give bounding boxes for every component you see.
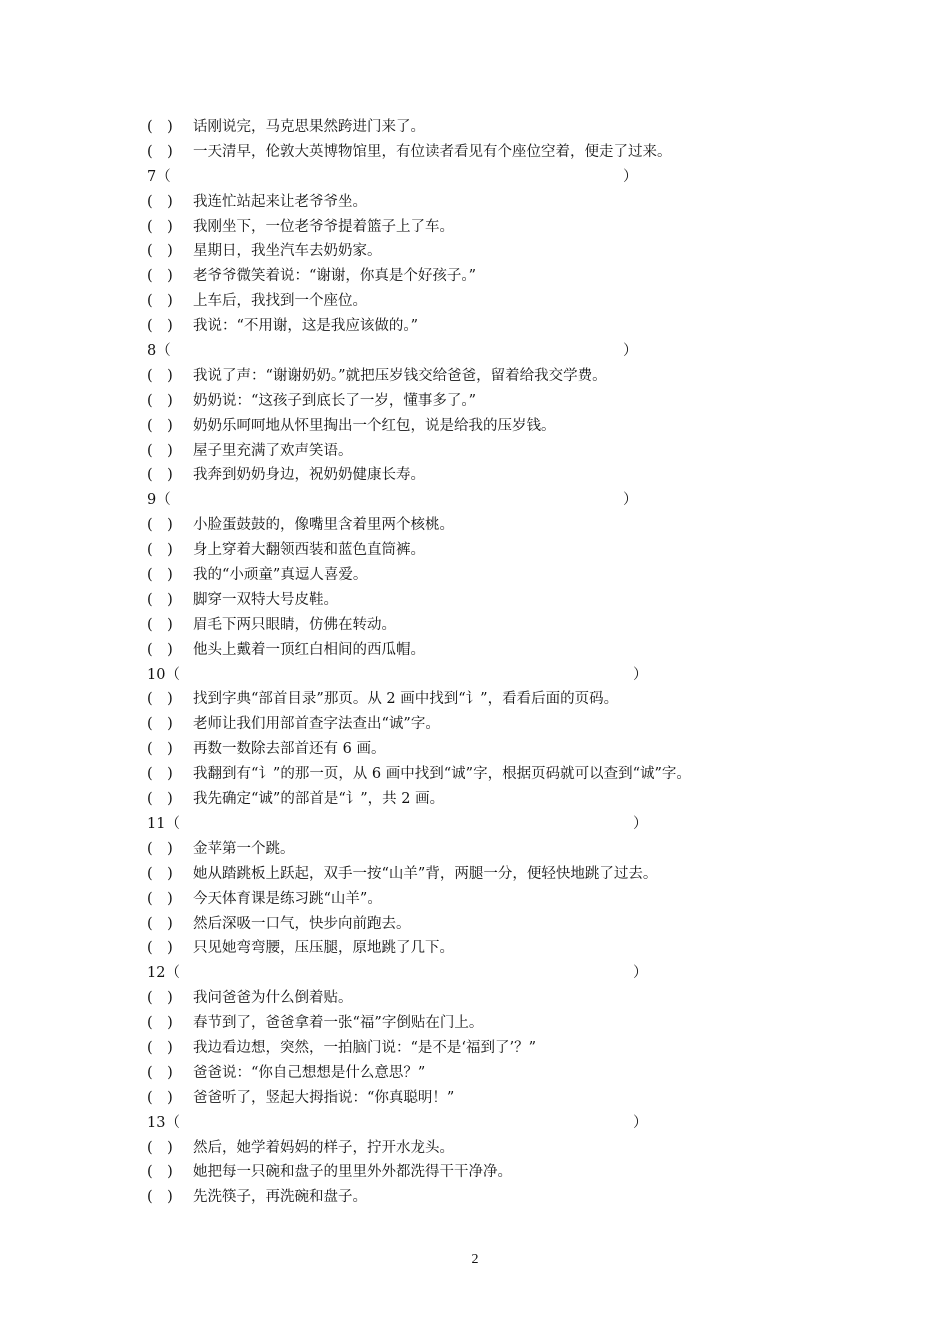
answer-blank[interactable]: ( ) [147, 865, 173, 882]
sentence-item [147, 1136, 847, 1161]
sentence-text: 老师让我们用部首查字法查出“诚”字。 [193, 716, 440, 733]
sentence-text: 我说了声：“谢谢奶奶。”就把压岁钱交给爸爸，留着给我交学费。 [193, 367, 607, 384]
answer-blank[interactable]: ( ) [147, 1189, 173, 1206]
question-header [147, 663, 847, 688]
sentence-text: 话刚说完，马克思果然跨进门来了。 [193, 119, 425, 135]
answer-blank[interactable]: ( ) [147, 143, 173, 160]
sentence-item [147, 289, 847, 314]
question-number: 10（ [147, 666, 180, 683]
answer-blank[interactable]: ( ) [147, 193, 173, 210]
answer-blank[interactable]: ( ) [147, 417, 173, 434]
question-header [147, 812, 847, 837]
sentence-text: 奶奶说：“这孩子到底长了一岁，懂事多了。” [193, 392, 477, 409]
question-number: 13（ [147, 1114, 180, 1131]
sentence-text: 今天体育课是练习跳“山羊”。 [193, 890, 382, 907]
sentence-text: 爸爸听了，竖起大拇指说：“你真聪明！” [193, 1089, 455, 1106]
answer-blank[interactable]: ( ) [147, 716, 173, 733]
sentence-item [147, 737, 847, 762]
sentence-text: 星期日，我坐汽车去奶奶家。 [193, 243, 382, 260]
question-header [147, 488, 847, 513]
sentence-text: 她从踏跳板上跃起，双手一按“山羊”背，两腿一分，便轻快地跳了过去。 [193, 865, 658, 882]
answer-blank[interactable]: ( ) [147, 791, 173, 808]
sentence-text: 眉毛下两只眼睛，仿佛在转动。 [193, 616, 396, 633]
sentence-item [147, 264, 847, 289]
answer-blank[interactable]: ( ) [147, 367, 173, 384]
sentence-item [147, 1185, 847, 1210]
question-header [147, 165, 847, 190]
sentence-text: 爸爸说：“你自己想想是什么意思？” [193, 1064, 426, 1081]
answer-blank[interactable]: ( ) [147, 890, 173, 907]
question-number: 11（ [147, 815, 180, 832]
sentence-text: 春节到了，爸爸拿着一张“福”字倒贴在门上。 [193, 1015, 484, 1032]
answer-blank[interactable]: ( ) [147, 1015, 173, 1032]
answer-blank[interactable]: ( ) [147, 119, 173, 135]
sentence-text: 我的“小顽童”真逗人喜爱。 [193, 567, 368, 584]
sentence-item [147, 314, 847, 339]
sentence-item [147, 538, 847, 563]
sentence-text: 我奔到奶奶身边，祝奶奶健康长寿。 [193, 467, 425, 484]
question-header [147, 961, 847, 986]
sentence-text: 我问爸爸为什么倒着贴。 [193, 990, 353, 1007]
question-number: 7（ [147, 168, 171, 185]
page-number: 2 [471, 1252, 479, 1267]
sentence-text: 我说：“不用谢，这是我应该做的。” [193, 318, 419, 335]
sentence-text: 一天清早，伦敦大英博物馆里，有位读者看见有个座位空着，便走了过来。 [193, 143, 672, 160]
answer-blank[interactable]: ( ) [147, 1064, 173, 1081]
sentence-text: 我边看边想，突然，一拍脑门说：“是不是‘福到了’？” [193, 1039, 537, 1056]
sentence-text: 再数一数除去部首还有 6 画。 [193, 741, 386, 758]
answer-blank[interactable]: ( ) [147, 218, 173, 235]
sentence-item [147, 364, 847, 389]
sentence-item [147, 389, 847, 414]
sentence-text: 她把每一只碗和盘子的里里外外都洗得干干净净。 [193, 1164, 512, 1181]
sentence-item [147, 140, 847, 165]
answer-blank[interactable]: ( ) [147, 1139, 173, 1156]
sentence-item [147, 463, 847, 488]
sentence-item [147, 1036, 847, 1061]
sentence-item [147, 712, 847, 737]
sentence-item [147, 762, 847, 787]
order-answer-blank[interactable]: ） [633, 965, 648, 982]
question-number: 12（ [147, 965, 180, 982]
order-answer-blank[interactable]: ） [633, 1114, 648, 1131]
answer-blank[interactable]: ( ) [147, 840, 173, 857]
answer-blank[interactable]: ( ) [147, 318, 173, 335]
question-header [147, 339, 847, 364]
question-number: 9（ [147, 492, 171, 509]
answer-blank[interactable]: ( ) [147, 1089, 173, 1106]
sentence-text: 小脸蛋鼓鼓的，像嘴里含着里两个核桃。 [193, 517, 454, 534]
sentence-text: 然后，她学着妈妈的样子，拧开水龙头。 [193, 1139, 454, 1156]
sentence-item [147, 1086, 847, 1111]
sentence-item [147, 1160, 847, 1185]
sentence-text: 上车后，我找到一个座位。 [193, 293, 367, 310]
answer-blank[interactable]: ( ) [147, 268, 173, 285]
question-number: 8（ [147, 343, 171, 360]
answer-blank[interactable]: ( ) [147, 293, 173, 310]
order-answer-blank[interactable]: ） [623, 168, 638, 185]
order-answer-blank[interactable]: ） [633, 815, 648, 832]
sentence-item [147, 912, 847, 937]
answer-blank[interactable]: ( ) [147, 567, 173, 584]
sentence-item [147, 414, 847, 439]
answer-blank[interactable]: ( ) [147, 1164, 173, 1181]
sentence-item [147, 1061, 847, 1086]
worksheet-body [147, 115, 847, 1210]
sentence-item [147, 588, 847, 613]
answer-blank[interactable]: ( ) [147, 766, 173, 783]
answer-blank[interactable]: ( ) [147, 1039, 173, 1056]
answer-blank[interactable]: ( ) [147, 467, 173, 484]
sentence-item [147, 439, 847, 464]
sentence-item [147, 215, 847, 240]
sentence-item [147, 837, 847, 862]
sentence-text: 先洗筷子，再洗碗和盘子。 [193, 1189, 367, 1206]
answer-blank[interactable]: ( ) [147, 442, 173, 459]
sentence-text: 他头上戴着一顶红白相间的西瓜帽。 [193, 641, 425, 658]
answer-blank[interactable]: ( ) [147, 741, 173, 758]
sentence-item [147, 239, 847, 264]
answer-blank[interactable]: ( ) [147, 542, 173, 559]
question-header [147, 1111, 847, 1136]
answer-blank[interactable]: ( ) [147, 641, 173, 658]
sentence-text: 老爷爷微笑着说：“谢谢，你真是个好孩子。” [193, 268, 477, 285]
answer-blank[interactable]: ( ) [147, 591, 173, 608]
sentence-item [147, 638, 847, 663]
sentence-text: 然后深吸一口气，快步向前跑去。 [193, 915, 411, 932]
answer-blank[interactable]: ( ) [147, 915, 173, 932]
order-answer-blank[interactable]: ） [633, 666, 648, 683]
answer-blank[interactable]: ( ) [147, 990, 173, 1007]
sentence-item [147, 115, 847, 140]
answer-blank[interactable]: ( ) [147, 691, 173, 708]
answer-blank[interactable]: ( ) [147, 517, 173, 534]
answer-blank[interactable]: ( ) [147, 616, 173, 633]
sentence-text: 我连忙站起来让老爷爷坐。 [193, 193, 367, 210]
sentence-item [147, 862, 847, 887]
sentence-item [147, 513, 847, 538]
sentence-text: 脚穿一双特大号皮鞋。 [193, 591, 338, 608]
answer-blank[interactable]: ( ) [147, 243, 173, 260]
sentence-text: 屋子里充满了欢声笑语。 [193, 442, 353, 459]
answer-blank[interactable]: ( ) [147, 392, 173, 409]
sentence-item [147, 563, 847, 588]
sentence-item [147, 613, 847, 638]
sentence-item [147, 687, 847, 712]
sentence-text: 我刚坐下，一位老爷爷提着篮子上了车。 [193, 218, 454, 235]
sentence-text: 我先确定“诚”的部首是“讠”，共 2 画。 [193, 791, 445, 808]
order-answer-blank[interactable]: ） [623, 343, 638, 360]
sentence-text: 身上穿着大翻领西装和蓝色直筒裤。 [193, 542, 425, 559]
sentence-item [147, 190, 847, 215]
sentence-text: 找到字典“部首目录”那页。从 2 画中找到“讠”，看看后面的页码。 [193, 691, 619, 708]
answer-blank[interactable]: ( ) [147, 940, 173, 957]
sentence-item [147, 1011, 847, 1036]
sentence-text: 只见她弯弯腰，压压腿，原地跳了几下。 [193, 940, 454, 957]
sentence-text: 我翻到有“讠”的那一页，从 6 画中找到“诚”字，根据页码就可以查到“诚”字。 [193, 766, 691, 783]
sentence-item [147, 986, 847, 1011]
sentence-text: 金苹第一个跳。 [193, 840, 295, 857]
sentence-item [147, 787, 847, 812]
order-answer-blank[interactable]: ） [623, 492, 638, 509]
sentence-item [147, 887, 847, 912]
sentence-item [147, 936, 847, 961]
sentence-text: 奶奶乐呵呵地从怀里掏出一个红包，说是给我的压岁钱。 [193, 417, 556, 434]
